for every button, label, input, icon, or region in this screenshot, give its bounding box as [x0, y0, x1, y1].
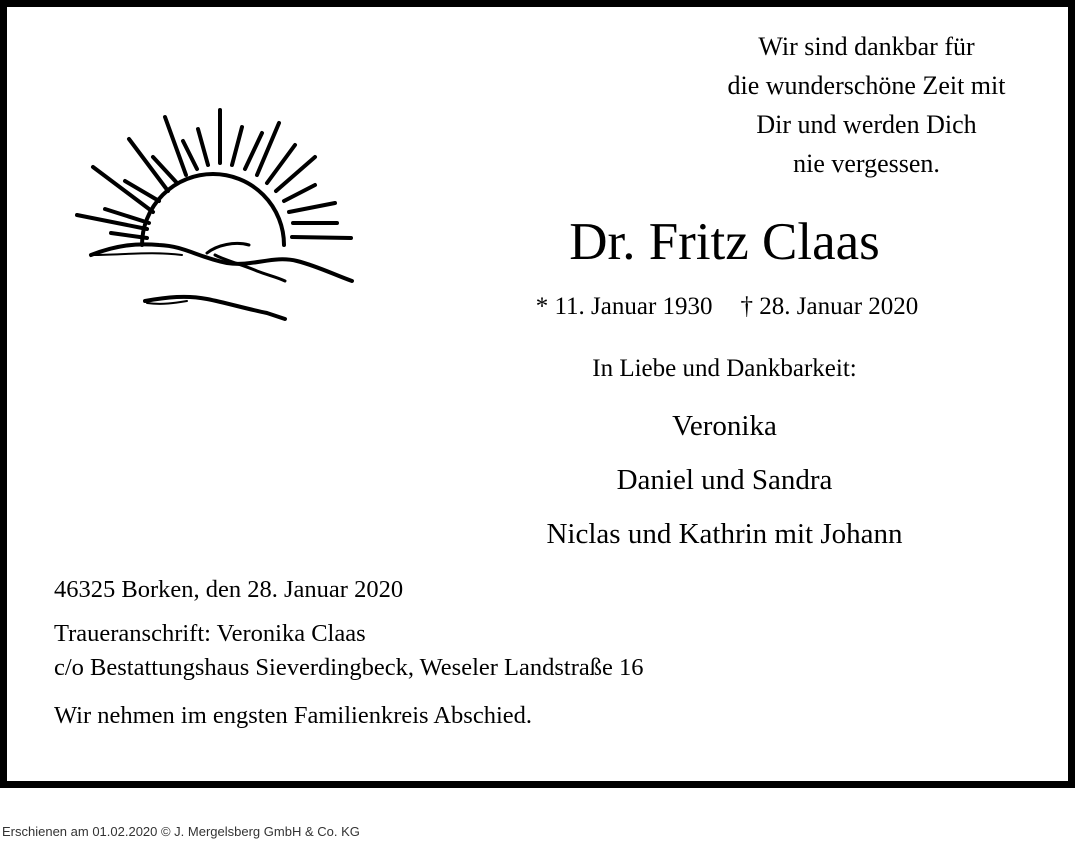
motto-verse [679, 27, 1054, 183]
publication-footer: Erschienen am 01.02.2020 © J. Mergelsberg GmbH & Co. KG [2, 824, 360, 839]
mourner-name: Niclas und Kathrin mit Johann [546, 518, 903, 550]
mourner-name: Veronika [672, 410, 777, 442]
farewell-note: Wir nehmen im engsten Familienkreis Abschied. [54, 702, 533, 729]
details-block [54, 573, 644, 733]
motto-line: die wunderschöne Zeit mit [727, 71, 1006, 100]
birth-date: * 11. Januar 1930 [535, 293, 713, 320]
mourner-name: Daniel und Sandra [616, 464, 833, 496]
place-date: 46325 Borken, den 28. Januar 2020 [54, 576, 404, 603]
life-dates [497, 290, 957, 324]
death-date: † 28. Januar 2020 [740, 293, 919, 320]
motto-line: nie vergessen. [793, 149, 940, 178]
sunrise-over-hills-icon [67, 105, 357, 325]
mourners-intro: In Liebe und Dankbarkeit: [592, 355, 857, 382]
mourning-address-line: c/o Bestattungshaus Sieverdingbeck, Weseler Landstraße 16 [54, 654, 644, 681]
motto-line: Wir sind dankbar für [758, 32, 975, 61]
mourners-list [477, 399, 972, 561]
deceased-name: Dr. Fritz Claas [569, 213, 880, 271]
motto-line: Dir und werden Dich [756, 110, 977, 139]
mourning-address-line: Traueranschrift: Veronika Claas [54, 620, 366, 647]
